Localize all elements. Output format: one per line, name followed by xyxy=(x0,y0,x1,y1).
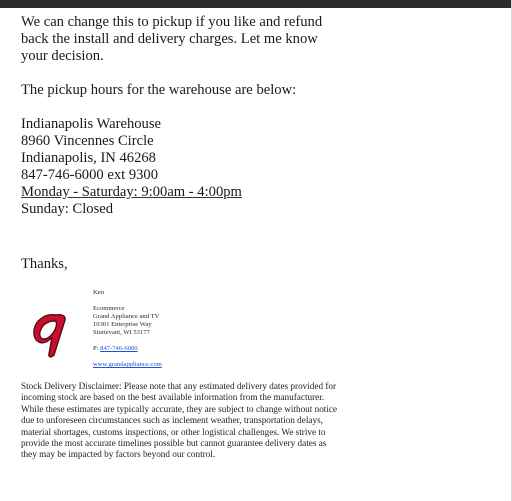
signature-city: Sturtevant, WI 53177 xyxy=(93,329,150,336)
weekday-hours: Monday - Saturday: 9:00am - 4:00pm xyxy=(21,184,242,200)
paragraph-line: your decision. xyxy=(21,48,104,64)
pickup-hours-intro xyxy=(21,82,491,99)
warehouse-city: Indianapolis, IN 46268 xyxy=(21,150,156,166)
phone-label: P: xyxy=(93,345,99,352)
paragraph-line: We can change this to pickup if you like and refund xyxy=(21,14,323,30)
stock-delivery-disclaimer: Stock Delivery Disclaimer: Please note that any estimated delivery dates provided for incoming stock are based on the best available information from the manufacturer. While these estimates are typically accurate, they are subject to change without notice due to unforeseen circumstances such as inclement weather, transportation delays, material shortages, customs inspections, or other logistical challenges. We strive to provide the most accurate timelines possible but cannot guarantee delivery dates as they may be impacted by factors beyond our control. xyxy=(21,381,338,460)
grand-appliance-logo-icon xyxy=(30,312,70,358)
sunday-hours: Sunday: Closed xyxy=(21,201,114,217)
warehouse-phone: 847-746-6000 ext 9300 xyxy=(21,167,159,183)
signature-name: Ken xyxy=(93,289,104,296)
signature-phone-row xyxy=(93,345,162,353)
email-body xyxy=(21,14,491,235)
paragraph-line: The pickup hours for the warehouse are below: xyxy=(21,82,297,98)
email-signature xyxy=(93,289,162,369)
signature-company: Grand Appliance and TV xyxy=(93,313,160,320)
logo-g-shape xyxy=(34,315,65,357)
paragraph-line: back the install and delivery charges. Let me know xyxy=(21,31,318,47)
website-link[interactable]: www.grandappliance.com xyxy=(93,361,162,368)
warehouse-name: Indianapolis Warehouse xyxy=(21,116,161,132)
closing-text: Thanks, xyxy=(21,256,68,272)
signature-department: Ecommerce xyxy=(93,305,125,312)
window-top-bar xyxy=(0,0,512,8)
phone-link[interactable]: 847-746-6000 xyxy=(100,345,138,352)
warehouse-street: 8960 Vincennes Circle xyxy=(21,133,154,149)
signature-street: 10301 Enterprise Way xyxy=(93,321,152,328)
pickup-offer-paragraph xyxy=(21,14,491,65)
warehouse-address-block xyxy=(21,116,491,218)
